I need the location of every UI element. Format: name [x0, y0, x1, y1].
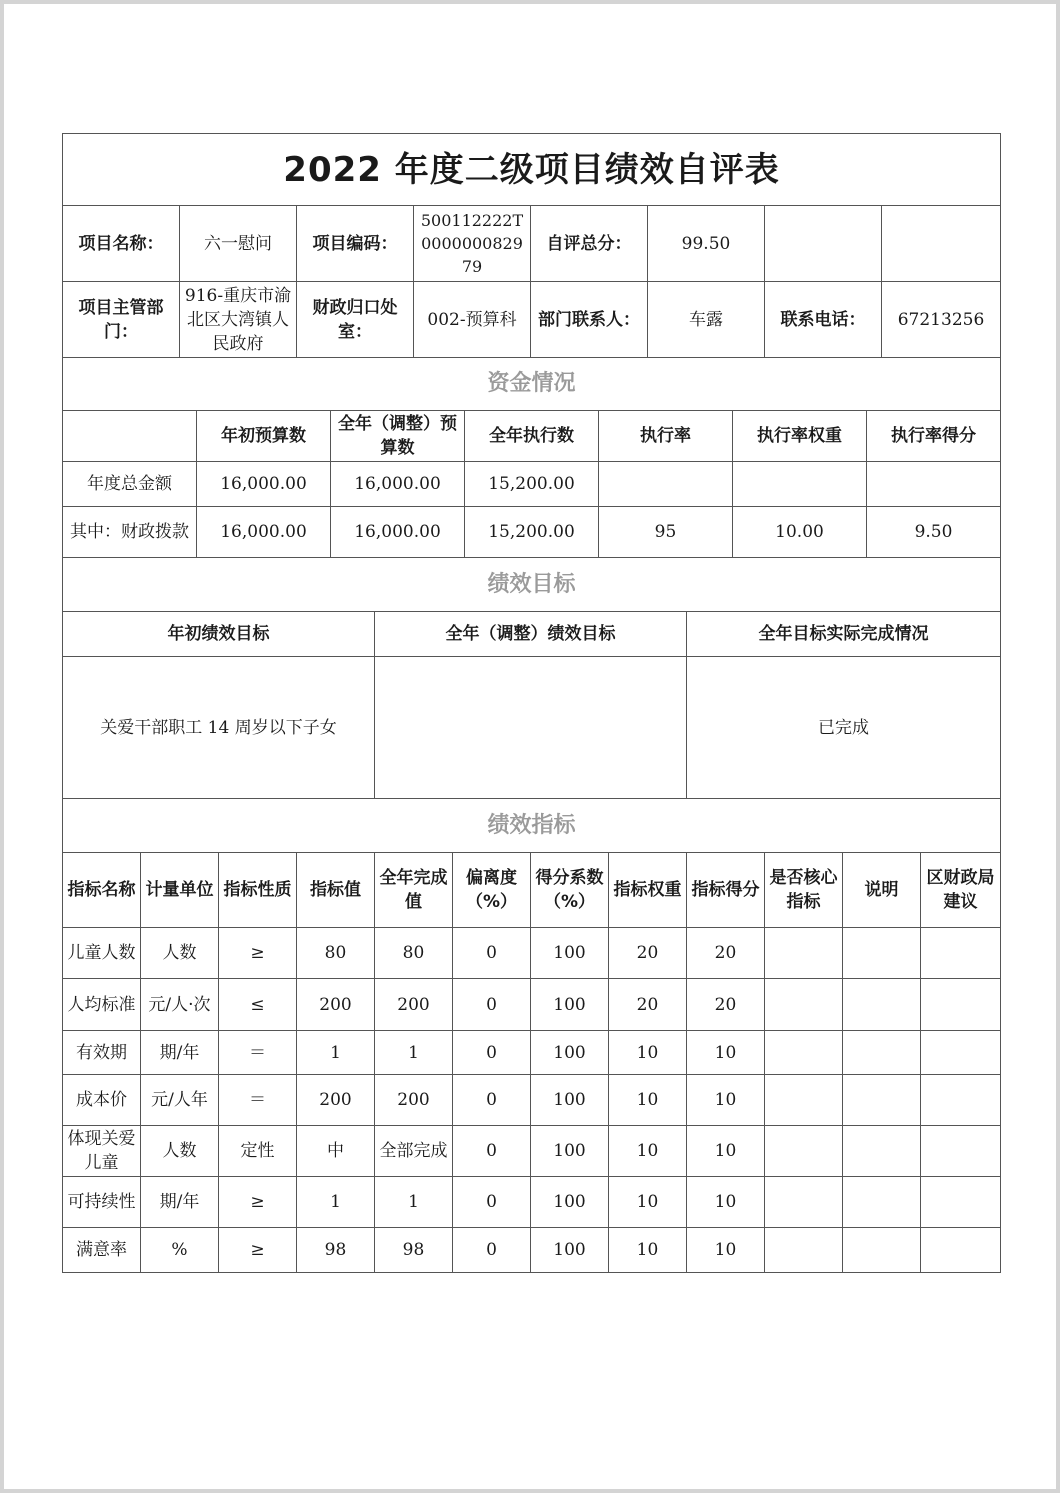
empty-cell [882, 206, 1001, 282]
indicator-cell [921, 1177, 1001, 1228]
funds-cell [733, 462, 867, 507]
indicator-cell: 0 [453, 1126, 531, 1177]
finance-label: 财政归口处室： [297, 282, 414, 358]
indicator-cell: 80 [375, 928, 453, 979]
phone: 67213256 [882, 282, 1001, 358]
funds-detail-table [62, 357, 1001, 558]
table-row [63, 1031, 1001, 1075]
indicator-name: 体现关爱儿童 [63, 1126, 141, 1177]
indicator-cell: 元/人年 [141, 1075, 219, 1126]
indicator-header: 得分系数（%） [531, 853, 609, 928]
indicator-cell: 1 [297, 1031, 375, 1075]
indicator-cell: 20 [687, 979, 765, 1031]
indicator-cell: 10 [609, 1126, 687, 1177]
indicator-name: 成本价 [63, 1075, 141, 1126]
goals-header: 全年目标实际完成情况 [687, 612, 1001, 657]
goal-completion: 已完成 [687, 657, 1001, 799]
funds-header: 全年执行数 [465, 411, 599, 462]
phone-label: 联系电话： [765, 282, 882, 358]
indicator-cell: 100 [531, 928, 609, 979]
indicator-cell: 期/年 [141, 1177, 219, 1228]
finance: 002-预算科 [414, 282, 531, 358]
funds-cell: 其中：财政拨款 [63, 507, 197, 558]
funds-header: 执行率 [599, 411, 733, 462]
indicator-cell: 期/年 [141, 1031, 219, 1075]
indicator-cell: 10 [609, 1177, 687, 1228]
goal-adjusted [375, 657, 687, 799]
goals-table [62, 557, 1001, 799]
indicator-cell: 98 [297, 1228, 375, 1273]
indicator-header: 指标权重 [609, 853, 687, 928]
goal-initial: 关爱干部职工 14 周岁以下子女 [63, 657, 375, 799]
indicator-header: 偏离度（%） [453, 853, 531, 928]
funds-cell [867, 462, 1001, 507]
indicator-header: 计量单位 [141, 853, 219, 928]
self-score: 99.50 [648, 206, 765, 282]
funds-cell: 年度总金额 [63, 462, 197, 507]
funds-cell [599, 462, 733, 507]
goals-header: 年初绩效目标 [63, 612, 375, 657]
indicator-name: 儿童人数 [63, 928, 141, 979]
indicator-cell: 元/人·次 [141, 979, 219, 1031]
funds-cell: 16,000.00 [331, 462, 465, 507]
indicator-cell [843, 1177, 921, 1228]
indicator-cell: 100 [531, 1126, 609, 1177]
funds-section-title: 资金情况 [63, 358, 1001, 411]
indicator-name: 可持续性 [63, 1177, 141, 1228]
indicator-cell [765, 1228, 843, 1273]
funds-cell: 16,000.00 [331, 507, 465, 558]
funds-cell: 95 [599, 507, 733, 558]
indicator-cell: 人数 [141, 1126, 219, 1177]
form-title: 2022 年度二级项目绩效自评表 [63, 134, 1001, 206]
project-code-label: 项目编码： [297, 206, 414, 282]
funds-header: 年初预算数 [197, 411, 331, 462]
indicator-cell: 0 [453, 1031, 531, 1075]
table-row [63, 928, 1001, 979]
indicator-rows [63, 928, 1001, 1273]
indicator-cell: 0 [453, 1228, 531, 1273]
indicator-header: 指标得分 [687, 853, 765, 928]
indicator-cell: 20 [687, 928, 765, 979]
indicator-cell [921, 1126, 1001, 1177]
indicator-cell [921, 979, 1001, 1031]
indicator-cell: 1 [375, 1031, 453, 1075]
indicator-cell [921, 1228, 1001, 1273]
indicator-cell: 100 [531, 1177, 609, 1228]
indicator-cell [843, 928, 921, 979]
indicator-cell: 80 [297, 928, 375, 979]
indicator-name: 有效期 [63, 1031, 141, 1075]
indicator-cell: 人数 [141, 928, 219, 979]
indicator-cell: 100 [531, 1075, 609, 1126]
indicator-cell: 中 [297, 1126, 375, 1177]
indicator-cell [843, 1228, 921, 1273]
indicator-cell: 全部完成 [375, 1126, 453, 1177]
funds-header: 执行率得分 [867, 411, 1001, 462]
indicator-cell: 100 [531, 979, 609, 1031]
indicator-cell: ＝ [219, 1031, 297, 1075]
indicator-cell [921, 928, 1001, 979]
project-code: 500112222T000000082979 [414, 206, 531, 282]
funds-header: 执行率权重 [733, 411, 867, 462]
indicator-cell [843, 1126, 921, 1177]
dept: 916-重庆市渝北区大湾镇人民政府 [180, 282, 297, 358]
indicator-cell: 10 [687, 1228, 765, 1273]
indicator-cell [765, 928, 843, 979]
indicator-cell: ＝ [219, 1075, 297, 1126]
indicator-cell: 0 [453, 979, 531, 1031]
indicator-cell [765, 1031, 843, 1075]
project-name: 六一慰问 [180, 206, 297, 282]
goals-header: 全年（调整）绩效目标 [375, 612, 687, 657]
indicators-section-title: 绩效指标 [63, 799, 1001, 853]
funds-header: 全年（调整）预算数 [331, 411, 465, 462]
indicator-cell [765, 1177, 843, 1228]
indicator-cell: 20 [609, 979, 687, 1031]
indicator-name: 满意率 [63, 1228, 141, 1273]
goals-section-title: 绩效目标 [63, 558, 1001, 612]
indicator-cell: 10 [609, 1031, 687, 1075]
table-row [63, 1177, 1001, 1228]
indicator-cell [765, 979, 843, 1031]
funds-cell: 16,000.00 [197, 507, 331, 558]
indicator-cell [921, 1031, 1001, 1075]
dept-label: 项目主管部门： [63, 282, 180, 358]
indicator-cell: 10 [687, 1075, 765, 1126]
project-name-label: 项目名称： [63, 206, 180, 282]
table-row [63, 979, 1001, 1031]
indicator-header: 区财政局建议 [921, 853, 1001, 928]
indicator-cell: 200 [375, 979, 453, 1031]
indicator-cell: 10 [609, 1228, 687, 1273]
info-table [62, 205, 1001, 358]
indicator-name: 人均标准 [63, 979, 141, 1031]
contact: 车露 [648, 282, 765, 358]
indicator-header: 指标名称 [63, 853, 141, 928]
indicator-cell: 100 [531, 1228, 609, 1273]
indicators-table [62, 798, 1001, 1273]
self-score-label: 自评总分： [531, 206, 648, 282]
indicator-cell [765, 1126, 843, 1177]
table-row [63, 1075, 1001, 1126]
indicator-cell: 10 [687, 1031, 765, 1075]
funds-cell: 15,200.00 [465, 507, 599, 558]
indicator-cell: 0 [453, 928, 531, 979]
indicator-cell: 98 [375, 1228, 453, 1273]
table-row [63, 1228, 1001, 1273]
indicator-cell: 200 [375, 1075, 453, 1126]
indicator-header: 说明 [843, 853, 921, 928]
indicator-cell: 20 [609, 928, 687, 979]
indicator-cell [843, 1075, 921, 1126]
indicator-cell: ≥ [219, 1177, 297, 1228]
indicator-cell: ≥ [219, 928, 297, 979]
indicator-cell: 10 [687, 1126, 765, 1177]
table-row [63, 1126, 1001, 1177]
indicator-cell: 0 [453, 1075, 531, 1126]
contact-label: 部门联系人： [531, 282, 648, 358]
funds-cell: 9.50 [867, 507, 1001, 558]
indicator-cell: 200 [297, 979, 375, 1031]
indicator-cell: 定性 [219, 1126, 297, 1177]
indicator-cell: 100 [531, 1031, 609, 1075]
indicator-cell [765, 1075, 843, 1126]
indicator-cell: 0 [453, 1177, 531, 1228]
indicator-cell [843, 1031, 921, 1075]
indicator-cell: 10 [687, 1177, 765, 1228]
indicator-cell: 1 [375, 1177, 453, 1228]
indicator-cell: 10 [609, 1075, 687, 1126]
funds-table [62, 133, 1001, 206]
indicator-header: 是否核心指标 [765, 853, 843, 928]
indicator-cell: % [141, 1228, 219, 1273]
indicator-header: 指标性质 [219, 853, 297, 928]
funds-cell: 10.00 [733, 507, 867, 558]
empty-cell [765, 206, 882, 282]
indicator-cell: ≥ [219, 1228, 297, 1273]
indicator-header: 全年完成值 [375, 853, 453, 928]
indicator-cell: 1 [297, 1177, 375, 1228]
funds-header [63, 411, 197, 462]
funds-cell: 16,000.00 [197, 462, 331, 507]
indicator-cell [921, 1075, 1001, 1126]
indicator-cell: ≤ [219, 979, 297, 1031]
indicator-cell: 200 [297, 1075, 375, 1126]
indicator-header: 指标值 [297, 853, 375, 928]
indicator-cell [843, 979, 921, 1031]
funds-cell: 15,200.00 [465, 462, 599, 507]
